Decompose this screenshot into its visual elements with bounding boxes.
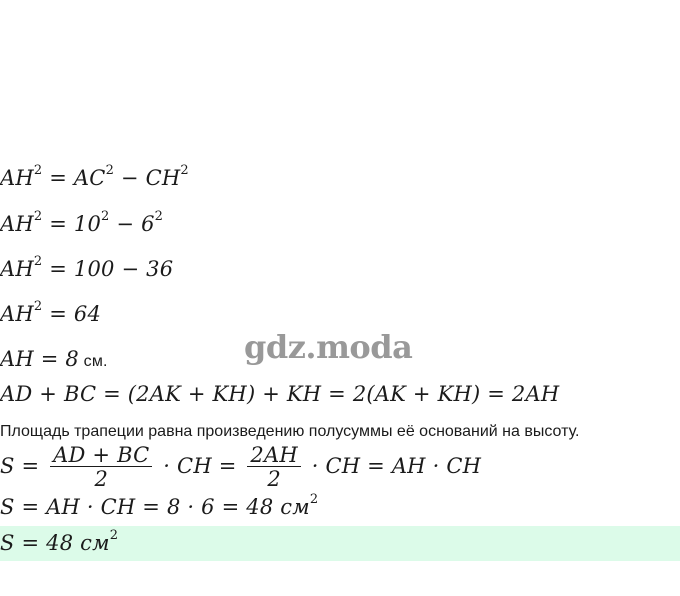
equation-line-4: $AH^2 = 64$: [0, 299, 102, 326]
answer-line: S = 48 $см^2$: [0, 528, 119, 555]
watermark: gdz.moda: [244, 328, 413, 366]
fraction-2: $\frac{2AH}{2}$: [247, 444, 300, 491]
equation-line-5: AH = 8 см.: [0, 347, 108, 371]
equation-line-8: S = $\frac{AD + BC}{2}$ · CH = $\frac{2AH}{2}$ · CH = AH · CH: [0, 443, 482, 491]
equation-line-2: $AH^2 = 10^2 - 6^2$: [0, 209, 164, 236]
equation-line-1: $AH^2 = AC^2 - CH^2$: [0, 163, 189, 190]
equation-line-6: AD + BC = (2AK + KH) + KH = 2(AK + KH) = 2AH: [0, 382, 560, 406]
explanation-text: Площадь трапеции равна произведению полусуммы её оснований на высоту.: [0, 423, 580, 440]
equation-line-9: S = AH · CH = 8 · 6 = 48 $см^2$: [0, 492, 319, 519]
equation-line-3: $AH^2 = 100 - 36$: [0, 254, 174, 281]
fraction-1: $\frac{AD + BC}{2}$: [50, 444, 152, 491]
